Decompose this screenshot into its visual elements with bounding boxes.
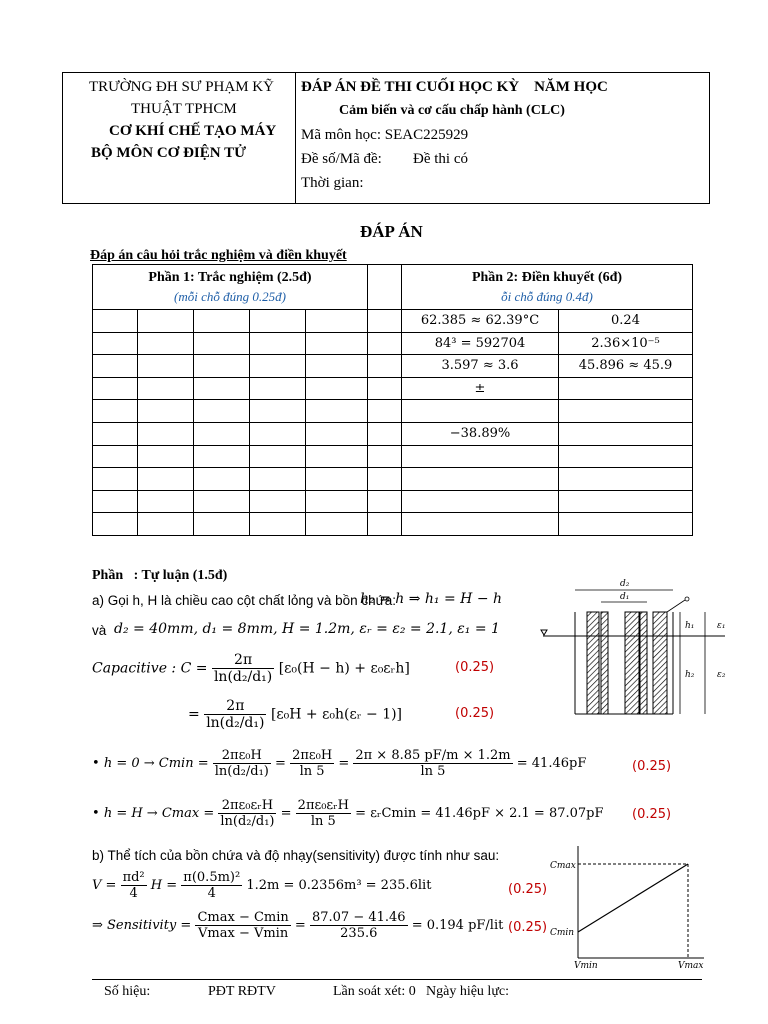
capacitive-equation-2: = $\frac{2\pi}{\text{ln(d₂/d₁)}}$ [ε₀H + ε₀h(εᵣ − 1)]	[188, 698, 403, 731]
answer-cell	[306, 422, 368, 445]
answer-rows	[93, 310, 693, 536]
sensitivity-equation: ⇒ Sensitivity = $\frac{Cmax - Cmin}{Vmax - Vmin}$ = $\frac{87.07 - 41.46}{235.6}$ = 0.194 pF/lit	[92, 910, 504, 941]
fill-answer-cell	[559, 490, 693, 513]
table-row	[93, 310, 693, 333]
fill-answer-cell: 45.896 ≈ 45.9	[559, 355, 693, 378]
cap1-num: 2π	[212, 652, 274, 669]
terminal-icon	[685, 597, 689, 601]
score-cap2: (0.25)	[455, 706, 495, 721]
cmin-result: = 41.46pF	[516, 756, 587, 771]
course-name: Cảm biến và cơ cấu chấp hành (CLC)	[339, 103, 565, 118]
answer-cell	[250, 355, 306, 378]
footer-doc-no: Số hiệu:	[104, 984, 151, 999]
fill-answer-cell: 2.36×10⁻⁵	[559, 332, 693, 355]
line-a2-math: d₂ = 40mm, d₁ = 8mm, H = 1.2m, εᵣ = ε₂ = 2.1, ε₁ = 1	[114, 621, 500, 637]
answer-cell	[306, 355, 368, 378]
inner-electrode	[625, 612, 639, 714]
exam-header	[62, 72, 710, 204]
sensitivity-result: = 0.194 pF/lit	[411, 918, 504, 933]
volume-f1-den: 4	[129, 886, 138, 901]
answer-cell	[93, 445, 138, 468]
table-row	[93, 332, 693, 355]
line-b-text: b) Thể tích của bồn chứa và độ nhạy(sensitivity) được tính như sau:	[92, 848, 500, 863]
linear-response-line	[578, 864, 688, 932]
cap2-num: 2π	[204, 698, 266, 715]
answer-cell	[93, 310, 138, 333]
fill-answer-cell	[559, 513, 693, 536]
cmin-lhs: h = 0 → Cmin =	[103, 756, 209, 771]
answer-cell	[138, 445, 194, 468]
capacitive-label: Capacitive : C =	[92, 660, 208, 677]
cmin-f1	[213, 748, 271, 779]
table-row	[93, 377, 693, 400]
answer-cell	[306, 400, 368, 423]
exam-code-label: Đề số/Mã đề:	[301, 151, 382, 167]
answer-cell	[194, 490, 250, 513]
answer-cell	[250, 377, 306, 400]
answer-cell	[93, 513, 138, 536]
footer-effective: Ngày hiệu lực:	[426, 984, 510, 999]
answer-cell	[368, 310, 402, 333]
fill-answer-cell: −38.89%	[402, 422, 559, 445]
cmin-f2-den: ln 5	[299, 764, 325, 779]
time-label: Thời gian:	[301, 175, 364, 191]
answer-cell	[368, 332, 402, 355]
volume-equation	[92, 870, 431, 901]
cmin-f3	[353, 748, 512, 779]
answer-cell	[306, 490, 368, 513]
label-e1: ε₁	[717, 621, 726, 631]
fill-answer-cell	[402, 468, 559, 491]
cmin-f1-num: 2πε₀H	[213, 748, 271, 764]
bullet-icon: •	[92, 806, 104, 821]
score-cap1: (0.25)	[455, 660, 495, 675]
inner-electrode-b	[640, 612, 647, 714]
fill-answer-cell	[559, 468, 693, 491]
volume-f1-num: πd²	[122, 870, 145, 885]
cap2-tail: [ε₀H + ε₀h(εᵣ − 1)]	[270, 706, 403, 723]
answer-cell	[368, 377, 402, 400]
part1-header	[93, 265, 368, 310]
fill-answer-cell: 62.385 ≈ 62.39°C	[402, 310, 559, 333]
answer-cell	[306, 468, 368, 491]
label-e2: ε₂	[717, 670, 726, 680]
cmax-lhs: h = H → Cmax =	[103, 806, 215, 821]
outer-electrode-left-inner	[601, 612, 608, 714]
fill-answer-cell	[402, 445, 559, 468]
cap1-fraction	[212, 652, 274, 685]
score-sensitivity: (0.25)	[508, 920, 548, 935]
table-row	[93, 400, 693, 423]
answer-cell	[368, 513, 402, 536]
fill-answer-cell	[402, 400, 559, 423]
answer-cell	[306, 377, 368, 400]
department-name: BỘ MÔN CƠ ĐIỆN TỬ	[91, 145, 247, 161]
exam-title: ĐÁP ÁN ĐỀ THI CUỐI HỌC KỲ NĂM HỌC	[301, 79, 608, 95]
cmax-f1	[218, 798, 276, 829]
part1-title: Phần 1: Trắc nghiệm (2.5đ)	[148, 269, 312, 285]
fill-answer-cell: ±	[402, 377, 559, 400]
sensitivity-f1-num: Cmax − Cmin	[197, 910, 289, 925]
answer-cell	[194, 310, 250, 333]
header-divider	[295, 73, 296, 203]
footer-review: Lần soát xét: 0	[333, 984, 416, 999]
cap1-tail: [ε₀(H − h) + ε₀εᵣh]	[278, 660, 410, 677]
label-vmax: Vmax	[678, 961, 704, 970]
answer-cell	[368, 468, 402, 491]
answer-cell	[138, 332, 194, 355]
fill-answer-cell	[402, 490, 559, 513]
label-cmin: Cmin	[550, 928, 575, 938]
table-row	[93, 513, 693, 536]
answer-cell	[93, 422, 138, 445]
cmin-f1-den: ln(d₂/d₁)	[214, 764, 269, 779]
cmax-f1-den: ln(d₂/d₁)	[220, 814, 275, 829]
volume-f2-num: π(0.5m)²	[183, 870, 241, 885]
line-a1-math: h₂ = h ⇒ h₁ = H − h	[360, 591, 503, 607]
answer-cell	[194, 513, 250, 536]
answer-cell	[368, 355, 402, 378]
answer-cell	[93, 400, 138, 423]
answer-cell	[194, 445, 250, 468]
answer-cell	[250, 445, 306, 468]
answer-cell	[250, 310, 306, 333]
cmax-f2-num: 2πε₀εᵣH	[297, 798, 350, 813]
answer-cell	[138, 490, 194, 513]
fill-answer-cell: 84³ = 592704	[402, 332, 559, 355]
answer-cell	[138, 513, 194, 536]
cmin-f3-num: 2π × 8.85 pF/m × 1.2m	[355, 748, 511, 763]
volume-f2-den: 4	[207, 886, 216, 901]
answer-cell	[306, 445, 368, 468]
sensitivity-f2-den: 235.6	[340, 926, 378, 941]
sensitivity-f1	[195, 910, 290, 941]
volume-f2	[181, 870, 242, 901]
fill-answer-cell: 0.24	[559, 310, 693, 333]
label-h1: h₁	[685, 621, 695, 631]
label-cmax: Cmax	[550, 861, 576, 871]
part2-note: ỗi chỗ đúng 0.4đ)	[501, 288, 593, 304]
part1-note: (mỗi chỗ đúng 0.25đ)	[174, 288, 286, 304]
answer-cell	[138, 377, 194, 400]
bullet-icon: •	[92, 756, 104, 771]
footer-divider	[92, 979, 702, 980]
score-cmax: (0.25)	[632, 807, 672, 822]
header-gap-cell	[368, 265, 402, 310]
answer-cell	[138, 355, 194, 378]
label-vmin: Vmin	[574, 961, 598, 970]
fill-answer-cell	[559, 377, 693, 400]
cap2-fraction	[204, 698, 266, 731]
answer-cell	[194, 377, 250, 400]
outer-electrode-right	[653, 612, 667, 714]
cmax-f2-den: ln 5	[310, 814, 336, 829]
answer-cell	[93, 468, 138, 491]
school-name-line1: TRƯỜNG ĐH SƯ PHẠM KỸ	[89, 79, 274, 95]
answer-subtitle: Đáp án câu hỏi trắc nghiệm và điền khuyết	[90, 248, 347, 263]
cmax-f2	[296, 798, 351, 829]
answer-cell	[93, 332, 138, 355]
cmin-equation: • h = 0 → Cmin = $\frac{\text{2πε₀H}}{\text{ln(d₂/d₁)}}$ = $\frac{\text{2πε₀H}}{\ln 5}$ = $\frac{2\pi \times 8.85 pF/m \times 1.2m}{\ln 5}$ = 41.46pF	[92, 748, 587, 779]
answer-cell	[250, 513, 306, 536]
cmax-result: = εᵣCmin = 41.46pF × 2.1 = 87.07pF	[355, 806, 604, 821]
answer-cell	[194, 422, 250, 445]
fill-answer-cell	[402, 513, 559, 536]
answer-cell	[250, 422, 306, 445]
label-h2: h₂	[685, 670, 695, 680]
answer-cell	[368, 445, 402, 468]
volume-result: 1.2m = 0.2356m³ = 235.6lit	[246, 878, 432, 893]
fill-answer-cell	[559, 400, 693, 423]
score-cmin: (0.25)	[632, 759, 672, 774]
leader-line	[667, 600, 685, 612]
label-d2: d₂	[620, 579, 630, 589]
answer-cell	[93, 490, 138, 513]
sensitivity-f1-den: Vmax − Vmin	[198, 926, 289, 941]
table-row	[93, 422, 693, 445]
answer-cell	[138, 400, 194, 423]
cmin-f3-den: ln 5	[420, 764, 446, 779]
answer-cell	[250, 468, 306, 491]
cap1-den: ln(d₂/d₁)	[213, 669, 273, 685]
answer-cell	[194, 468, 250, 491]
answer-table	[92, 264, 693, 536]
line-a1-text: a) Gọi h, H là chiều cao cột chất lỏng và bồn chứa:	[92, 593, 396, 608]
faculty-name: CƠ KHÍ CHẾ TẠO MÁY	[109, 123, 277, 139]
page-title: ĐÁP ÁN	[360, 222, 423, 241]
answer-cell	[306, 310, 368, 333]
answer-cell	[368, 422, 402, 445]
cap2-den: ln(d₂/d₁)	[206, 715, 265, 731]
outer-electrode-left	[587, 612, 599, 714]
score-volume: (0.25)	[508, 882, 548, 897]
answer-cell	[250, 490, 306, 513]
label-d1: d₁	[620, 592, 630, 602]
volume-f1	[121, 870, 147, 901]
sensitivity-f2	[310, 910, 408, 941]
fill-answer-cell: 3.597 ≈ 3.6	[402, 355, 559, 378]
capacitance-volume-graph	[548, 838, 710, 970]
answer-cell	[306, 513, 368, 536]
answer-cell	[194, 332, 250, 355]
part2-header	[402, 265, 693, 310]
course-code: Mã môn học: SEAC225929	[301, 127, 469, 143]
answer-cell	[306, 332, 368, 355]
part3-heading: Phần : Tự luận (1.5đ)	[92, 568, 228, 583]
line-a2-text: và	[92, 623, 107, 638]
volume-mid: H =	[150, 878, 178, 893]
table-row	[93, 468, 693, 491]
footer-unit: PĐT RĐTV	[208, 984, 276, 999]
sensitivity-f2-num: 87.07 − 41.46	[311, 910, 406, 925]
part2-title: Phần 2: Điền khuyết (6đ)	[471, 269, 623, 285]
fill-answer-cell	[559, 445, 693, 468]
fill-answer-cell	[559, 422, 693, 445]
answer-cell	[194, 355, 250, 378]
level-marker-icon	[541, 630, 547, 635]
table-row	[93, 490, 693, 513]
tank-diagram	[535, 572, 741, 730]
answer-cell	[194, 400, 250, 423]
capacitive-equation-1	[92, 652, 410, 685]
answer-cell	[250, 332, 306, 355]
answer-cell	[250, 400, 306, 423]
cmin-f2-num: 2πε₀H	[292, 748, 333, 763]
answer-cell	[138, 468, 194, 491]
answer-cell	[93, 355, 138, 378]
answer-cell	[368, 400, 402, 423]
answer-cell	[93, 377, 138, 400]
answer-cell	[138, 422, 194, 445]
answer-cell	[368, 490, 402, 513]
school-name-line2: THUẬT TPHCM	[131, 101, 237, 117]
table-row	[93, 445, 693, 468]
table-row	[93, 355, 693, 378]
answer-cell	[138, 310, 194, 333]
cmin-f2	[290, 748, 334, 779]
volume-lhs: V =	[92, 878, 117, 893]
cmax-equation: • h = H → Cmax = $\frac{\text{2πε₀εᵣH}}{\text{ln(d₂/d₁)}}$ = $\frac{\text{2πε₀εᵣH}}{\ln 5}$ = εᵣCmin = 41.46pF × 2.1 = 87.07pF	[92, 798, 604, 829]
cmax-f1-num: 2πε₀εᵣH	[218, 798, 276, 814]
sensitivity-lhs: ⇒ Sensitivity =	[92, 918, 192, 933]
exam-code-value: Đề thi có	[413, 151, 468, 167]
